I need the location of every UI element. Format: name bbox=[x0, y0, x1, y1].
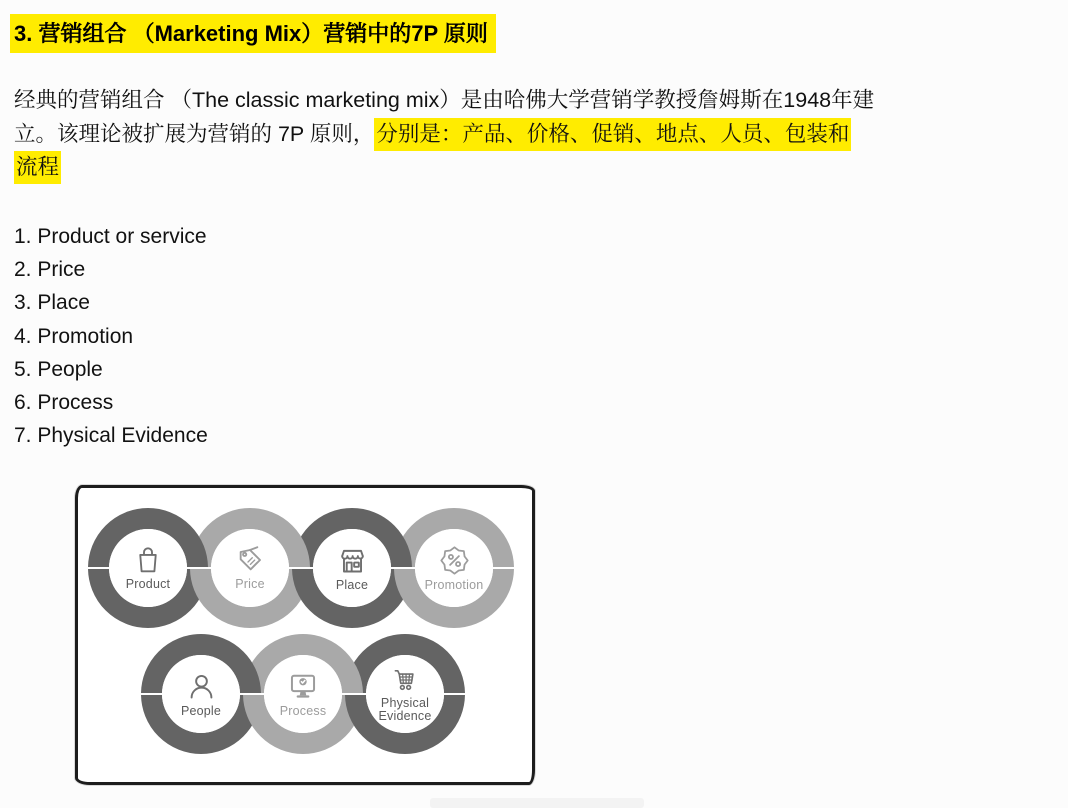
paragraph-line-2-highlight: 分别是：产品、价格、促销、地点、人员、包装和 bbox=[374, 118, 851, 151]
shopping-bag-icon bbox=[132, 544, 164, 576]
list-item: 1. Product or service bbox=[14, 225, 207, 248]
price-tag-icon bbox=[234, 544, 266, 576]
bottom-edge-artifact bbox=[430, 798, 644, 808]
storefront-icon bbox=[336, 544, 369, 577]
paragraph-line-3 bbox=[14, 151, 874, 185]
ring-physical-evidence bbox=[345, 634, 465, 754]
list-item: 4. Promotion bbox=[14, 324, 134, 348]
seven-p-list bbox=[14, 220, 208, 452]
ring-label: Process bbox=[279, 704, 327, 719]
ring-label: Place bbox=[335, 577, 369, 592]
person-icon bbox=[185, 670, 218, 703]
paragraph-line-1: 经典的营销组合 （The classic marketing mix）是由哈佛大学营销学教授詹姆斯在1948年建 bbox=[14, 88, 875, 112]
paragraph-line-2 bbox=[14, 118, 874, 152]
intro-paragraph bbox=[14, 84, 874, 185]
list-item: 6. Process bbox=[14, 391, 114, 415]
ring-label: People bbox=[180, 703, 222, 718]
ring-promotion bbox=[394, 508, 514, 628]
shopping-cart-icon bbox=[390, 665, 420, 695]
list-item: 5. People bbox=[14, 357, 103, 381]
ring-label: Product bbox=[125, 577, 171, 592]
ring-label: Promotion bbox=[424, 577, 484, 592]
monitor-check-icon bbox=[286, 669, 320, 703]
paragraph-line-2-plain: 立。该理论被扩展为营销的 7P 原则， bbox=[14, 121, 375, 146]
list-item: 3. Place bbox=[14, 291, 90, 315]
ring-label: Physical Evidence bbox=[378, 695, 432, 723]
list-item: 2. Price bbox=[14, 258, 86, 282]
paragraph-line-3-highlight: 流程 bbox=[14, 151, 61, 184]
marketing-mix-figure bbox=[75, 485, 535, 785]
ring-label: Price bbox=[235, 577, 265, 592]
list-item: 7. Physical Evidence bbox=[14, 424, 208, 448]
page-title: 3. 营销组合 （Marketing Mix）营销中的7P 原则 bbox=[10, 14, 496, 53]
percent-seal-icon bbox=[438, 544, 471, 577]
